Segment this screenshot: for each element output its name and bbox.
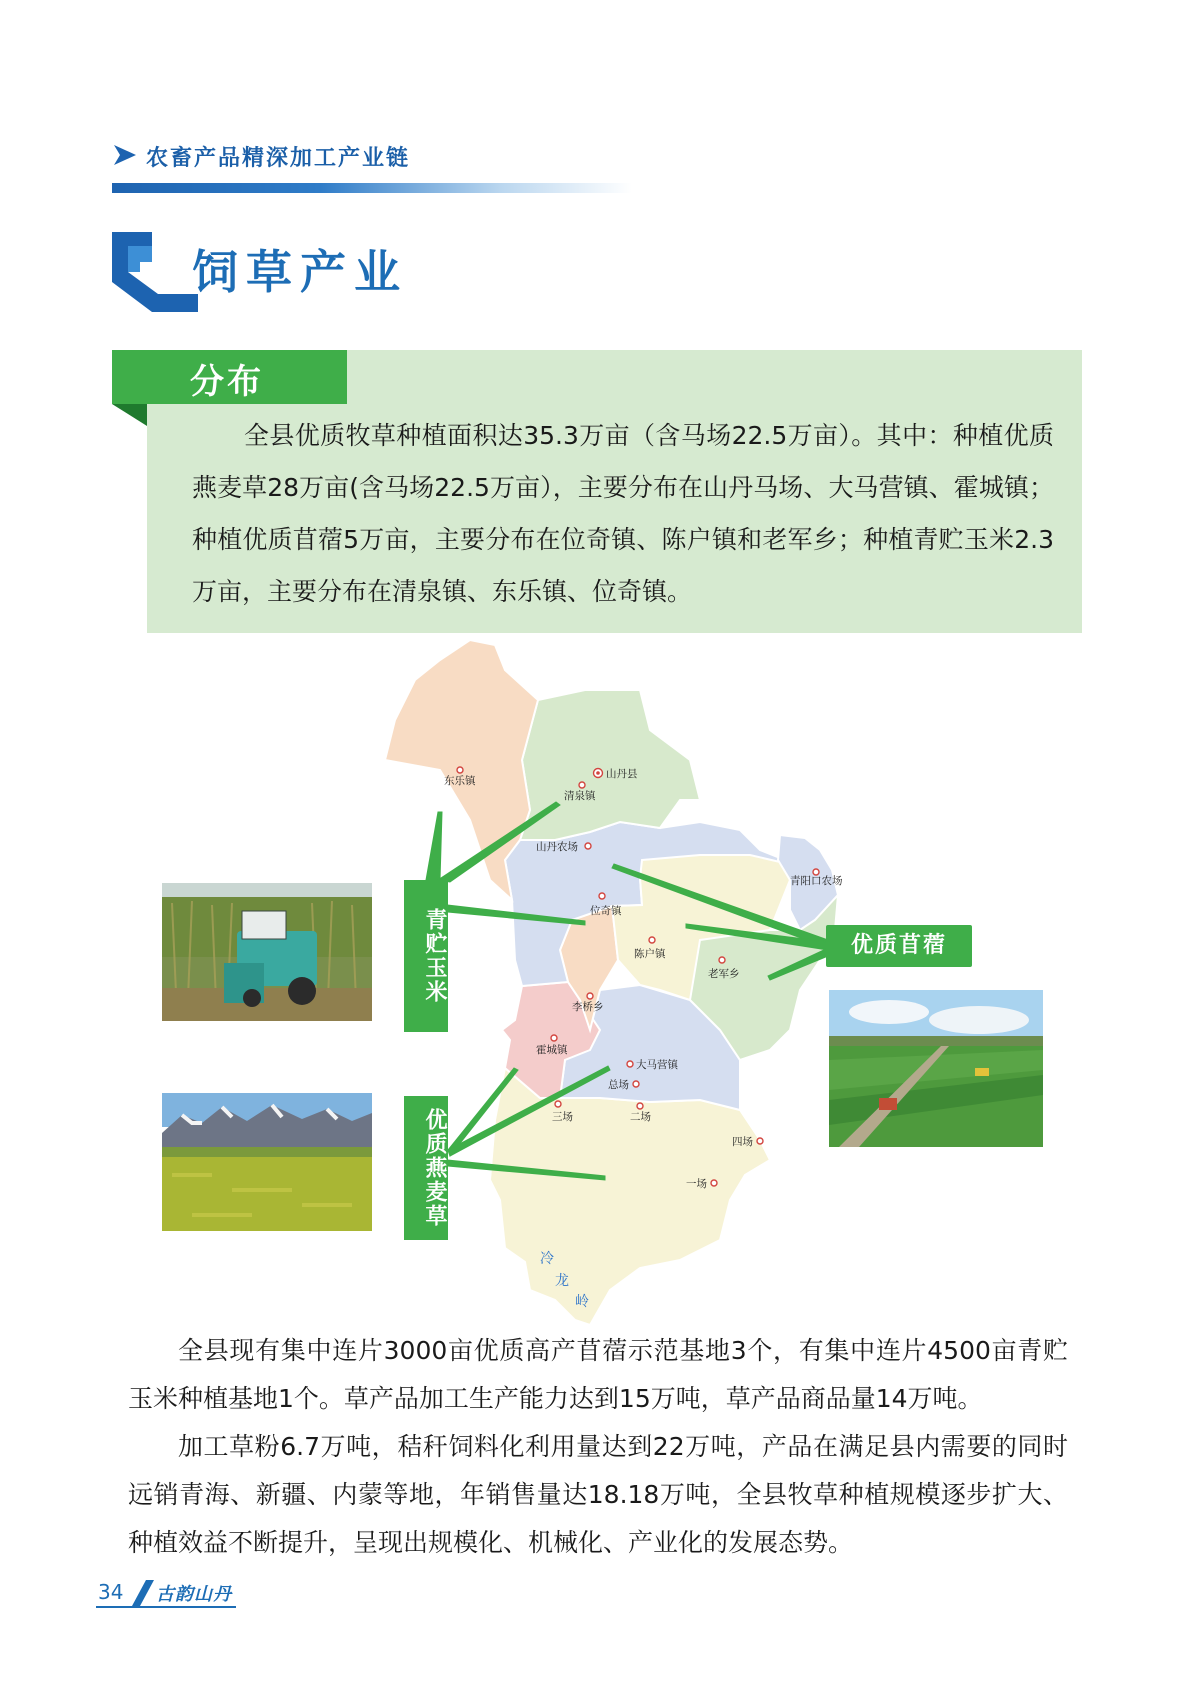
place-sichang: 四场 bbox=[732, 1136, 753, 1148]
section-title: 饲草产业 bbox=[192, 245, 408, 299]
footer-brand: 古韵山丹 bbox=[156, 1584, 232, 1605]
place-qingquanzhen: 清泉镇 bbox=[564, 790, 596, 802]
place-damaying: 大马营镇 bbox=[636, 1059, 678, 1071]
chevron-right-icon bbox=[112, 142, 138, 168]
place-laojunxiang: 老军乡 bbox=[708, 968, 740, 980]
footer-slash-icon bbox=[128, 1578, 156, 1608]
place-yichang: 一场 bbox=[686, 1178, 707, 1190]
distribution-label: 分布 bbox=[190, 362, 264, 402]
paragraph-1: 全县现有集中连片3000亩优质高产苜蓿示范基地3个，有集中连片4500亩青贮玉米种植基地1个。草产品加工生产能力达到15万吨，草产品商品量14万吨。 bbox=[128, 1336, 1068, 1413]
distribution-tab-fold bbox=[112, 404, 147, 426]
place-shandanxian: 山丹县 bbox=[606, 768, 638, 780]
place-donglezhen: 东乐镇 bbox=[444, 775, 476, 787]
corn-harvester-photo bbox=[162, 883, 372, 1021]
paragraph-2: 加工草粉6.7万吨，秸秆饲料化利用量达到22万吨，产品在满足县内需要的同时远销青海、新疆、内蒙等地，年销售量达18.18万吨，全县牧草种植规模逐步扩大、种植效益不断提升，呈现出规模化、机械化、产业化的发展态势。 bbox=[128, 1432, 1068, 1557]
page-number: 34 bbox=[98, 1580, 124, 1604]
leader-corn-1 bbox=[426, 812, 442, 880]
section-bracket-icon bbox=[112, 232, 198, 312]
place-erchang: 二场 bbox=[630, 1111, 651, 1123]
place-zongchang: 总场 bbox=[608, 1079, 629, 1091]
chain-title: 农畜产品精深加工产业链 bbox=[146, 146, 411, 171]
distribution-text: 全县优质牧草种植面积达35.3万亩（含马场22.5万亩）。其中：种植优质燕麦草28万亩(含马场22.5万亩），主要分布在山丹马场、大马营镇、霍城镇；种植优质苜蓿5万亩，主要分布在位奇镇、陈户镇和老军乡；种植青贮玉米2.3万亩，主要分布在清泉镇、东乐镇、位奇镇。 bbox=[192, 421, 1054, 606]
region-qingquan bbox=[520, 690, 700, 840]
place-weiqizhen: 位奇镇 bbox=[590, 905, 622, 917]
place-shandannongchang: 山丹农场 bbox=[536, 841, 578, 853]
place-huochengzhen: 霍城镇 bbox=[536, 1044, 568, 1056]
mountain-char-2: 龙 bbox=[555, 1273, 569, 1289]
label-oat-grass: 优质燕麦草 bbox=[404, 1096, 448, 1240]
place-liqiaoxiang: 李桥乡 bbox=[572, 1001, 604, 1013]
oat-field-photo bbox=[162, 1093, 372, 1231]
label-alfalfa: 优质苜蓿 bbox=[826, 925, 972, 967]
place-qingyangkou: 青阳口农场 bbox=[790, 875, 843, 887]
footer-underline bbox=[96, 1606, 236, 1608]
alfalfa-field-photo bbox=[829, 990, 1043, 1147]
mountain-char-3: 岭 bbox=[575, 1294, 589, 1310]
place-sanchang: 三场 bbox=[552, 1111, 573, 1123]
label-silage-corn: 青贮玉米 bbox=[404, 880, 448, 1032]
mountain-char-1: 冷 bbox=[540, 1251, 554, 1267]
header-underline bbox=[112, 183, 632, 193]
place-chenhuzhen: 陈户镇 bbox=[634, 948, 666, 960]
